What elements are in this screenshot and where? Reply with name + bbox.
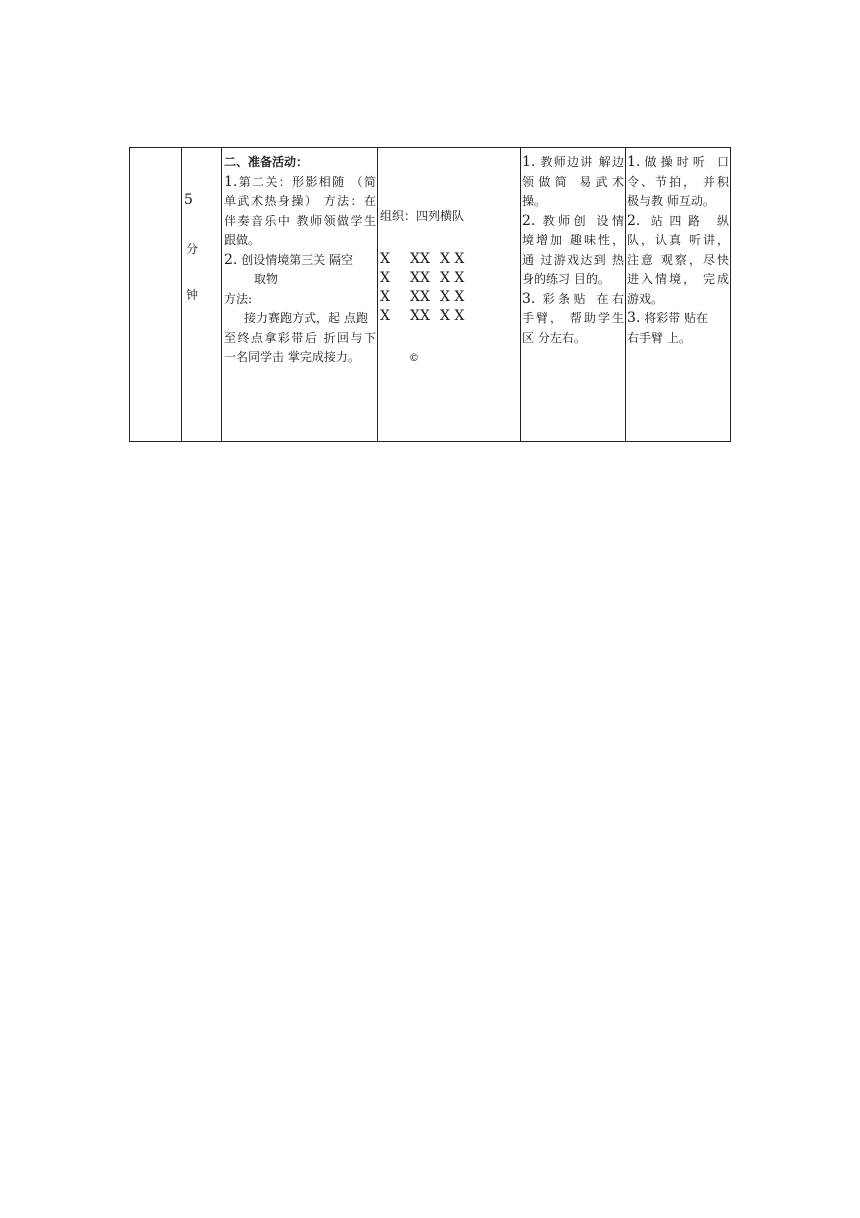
time-column <box>182 148 222 441</box>
item-1-line-4: 跟做。 <box>224 233 261 247</box>
student-line: 极与教 师互动。 <box>627 194 715 208</box>
student-activity-column <box>626 148 731 441</box>
method-line-3: 一名同学击 掌完成接力。 <box>224 350 360 364</box>
organization-column <box>378 148 521 441</box>
teacher-line: 手臂， 帮助学生 <box>522 311 624 325</box>
teacher-line: 操。 <box>522 194 547 208</box>
method-line-2: 至终点拿彩带后 折回与下 <box>224 330 376 345</box>
formation-row: X XX X X <box>380 289 465 305</box>
student-line: 右手臂 上。 <box>627 330 691 345</box>
item-1-line-3: 伴奏音乐中 教师领做学生 <box>224 213 376 228</box>
formation-row: X XX X X <box>380 270 465 286</box>
section-title: 二、准备活动： <box>224 155 309 169</box>
student-line: 注意 观察，尽快 <box>627 252 729 267</box>
student-line: 1.做操时听 口 <box>627 154 729 170</box>
method-line-1: 接力赛跑方式，起 点跑 <box>244 311 368 325</box>
formation-row: X XX X X <box>380 251 465 267</box>
content-column <box>222 148 378 441</box>
time-number: 5 <box>184 192 193 208</box>
blank-column <box>130 148 182 441</box>
formation-diagram <box>380 250 464 326</box>
teacher-line: 2. 教师创 设情 <box>522 212 624 229</box>
teacher-line: 3. 彩条贴 在右 <box>522 290 624 307</box>
student-line: 队，认真 听讲， <box>627 233 729 247</box>
teacher-line: 1. 教师边讲 解边 <box>522 154 624 170</box>
teacher-line: 通 过游戏达到 热 <box>522 252 624 267</box>
teacher-position-symbol: © <box>409 353 419 364</box>
teacher-line: 身的练习 目的。 <box>522 272 610 286</box>
formation-row: X XX X X <box>380 308 465 324</box>
teacher-activity-column <box>521 148 626 441</box>
student-line: 进入情境， 完成 <box>627 272 729 286</box>
method-label: 方法: <box>224 291 253 306</box>
item-1-line-1: 1.第二关：形影相随 （简 <box>224 173 376 190</box>
item-2-line-2: 取物 <box>254 272 279 286</box>
time-unit-1: 分 <box>186 242 199 256</box>
teacher-line: 境增加 趣味性， <box>522 233 624 247</box>
organization-label: 组织：四列横队 <box>380 209 465 223</box>
student-line: 游戏。 <box>627 291 664 306</box>
teacher-line: 领做简 易武术 <box>522 174 624 189</box>
teacher-line: 区 分左右。 <box>522 330 586 345</box>
student-line: 2. 站四路 纵 <box>627 212 729 229</box>
lesson-plan-table <box>129 147 731 442</box>
item-2-line-1: 2. 创设情境第三关 隔空 <box>224 251 354 268</box>
student-line: 令、节拍， 并积 <box>627 174 729 189</box>
student-line: 3. 将彩带 贴在 <box>627 310 709 326</box>
item-1-line-2: 单武术热身操） 方法：在 <box>224 194 376 208</box>
time-unit-2: 钟 <box>186 288 199 302</box>
